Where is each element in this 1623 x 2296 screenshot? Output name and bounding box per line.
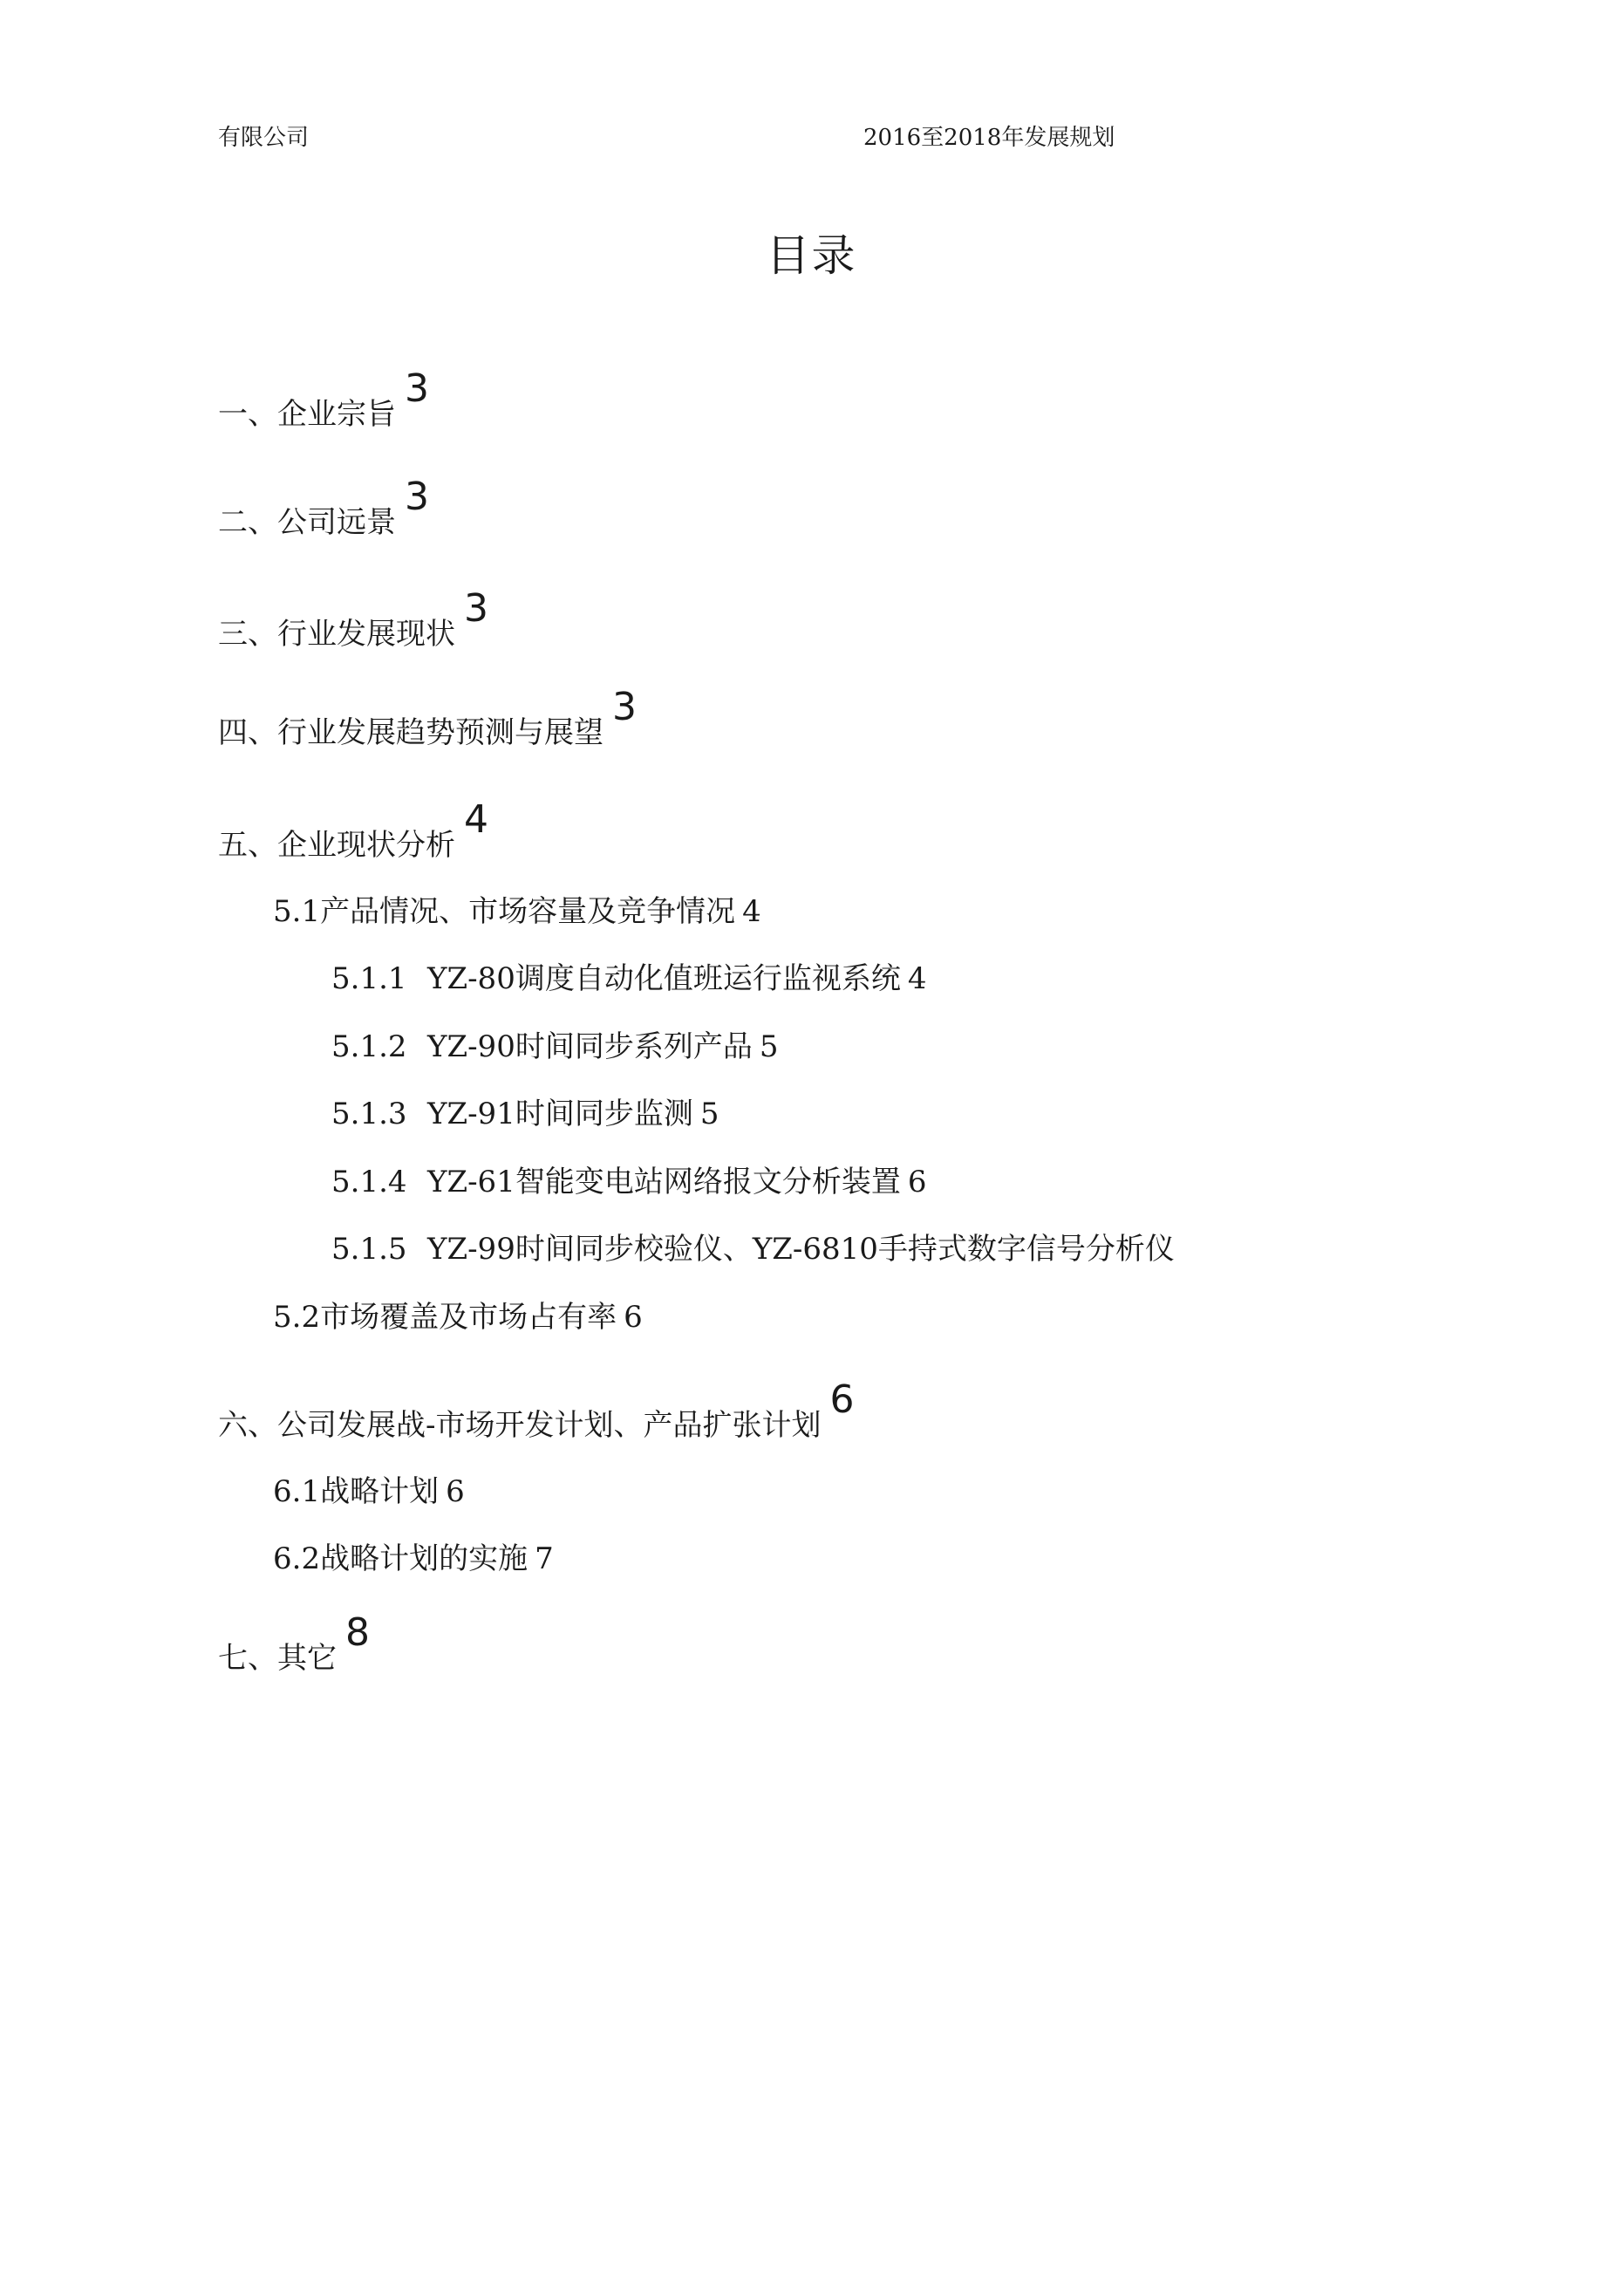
toc-entry-text: 5.1产品情况、市场容量及竞争情况 — [273, 894, 736, 929]
toc-entry-page: 3 — [612, 685, 637, 729]
toc-entry-page: 6 — [446, 1474, 465, 1509]
header-plan-title: 2016至2018年发展规划 — [863, 125, 1115, 151]
toc-entry-page: 3 — [405, 366, 429, 411]
toc-entry-text: YZ-80调度自动化值班运行监视系统 — [427, 961, 901, 996]
toc-entry-4[interactable] — [218, 685, 637, 752]
toc-entry-text: 二、公司远景 — [218, 505, 396, 540]
toc-entry-text: 三、行业发展现状 — [218, 617, 455, 652]
toc-entry-number: 5.1.2 — [331, 1029, 407, 1064]
toc-entry-page: 3 — [464, 586, 488, 631]
toc-entry-number: 5.1.1 — [331, 961, 407, 996]
toc-entry-text: 七、其它 — [218, 1641, 337, 1676]
toc-entry-5-1-1[interactable] — [331, 960, 926, 998]
toc-entry-text: 一、企业宗旨 — [218, 397, 396, 432]
toc-entry-text: 六、公司发展战-市场开发计划、产品扩张计划 — [218, 1408, 822, 1443]
toc-title: 目录 — [766, 230, 857, 281]
header-company: 有限公司 — [218, 125, 310, 151]
toc-entry-1[interactable] — [218, 366, 429, 434]
toc-entry-page: 4 — [742, 894, 761, 929]
toc-entry-5[interactable] — [218, 797, 488, 864]
toc-entry-number: 5.1.3 — [331, 1097, 407, 1131]
toc-entry-text: YZ-99时间同步校验仪、YZ-6810手持式数字信号分析仪 — [427, 1232, 1175, 1267]
toc-entry-5-1-2[interactable] — [331, 1028, 778, 1066]
toc-entry-5-1[interactable] — [273, 892, 761, 931]
toc-entry-text: YZ-90时间同步系列产品 — [427, 1029, 753, 1064]
toc-entry-page: 5 — [699, 1097, 719, 1131]
toc-entry-text: YZ-61智能变电站网络报文分析装置 — [427, 1165, 901, 1199]
toc-entry-2[interactable] — [218, 475, 429, 542]
toc-entry-5-1-3[interactable] — [331, 1095, 719, 1133]
toc-entry-text: 6.2战略计划的实施 — [273, 1541, 528, 1576]
toc-entry-number: 5.1.4 — [331, 1165, 407, 1199]
toc-entry-text: 6.1战略计划 — [273, 1474, 440, 1509]
toc-entry-5-1-5[interactable] — [331, 1230, 1175, 1268]
toc-entry-7[interactable] — [218, 1610, 370, 1678]
toc-entry-6-1[interactable] — [273, 1473, 465, 1511]
toc-entry-page: 4 — [464, 797, 488, 842]
toc-entry-6[interactable] — [218, 1377, 855, 1445]
toc-entry-3[interactable] — [218, 586, 488, 653]
toc-entry-page: 6 — [829, 1377, 855, 1422]
toc-entry-page: 3 — [405, 475, 429, 519]
toc-entry-page: 6 — [907, 1165, 927, 1199]
toc-entry-text: 5.2市场覆盖及市场占有率 — [273, 1300, 617, 1335]
toc-entry-text: YZ-91时间同步监测 — [427, 1097, 693, 1131]
toc-entry-page: 8 — [345, 1610, 370, 1655]
toc-entry-number: 5.1.5 — [331, 1232, 407, 1267]
toc-entry-text: 四、行业发展趋势预测与展望 — [218, 715, 604, 750]
toc-entry-page: 7 — [535, 1541, 554, 1576]
toc-entry-page: 6 — [624, 1300, 643, 1335]
toc-entry-5-1-4[interactable] — [331, 1163, 926, 1201]
toc-entry-5-2[interactable] — [273, 1298, 643, 1336]
toc-entry-page: 4 — [907, 961, 927, 996]
toc-entry-page: 5 — [759, 1029, 779, 1064]
toc-entry-6-2[interactable] — [273, 1540, 554, 1578]
toc-entry-text: 五、企业现状分析 — [218, 828, 455, 863]
